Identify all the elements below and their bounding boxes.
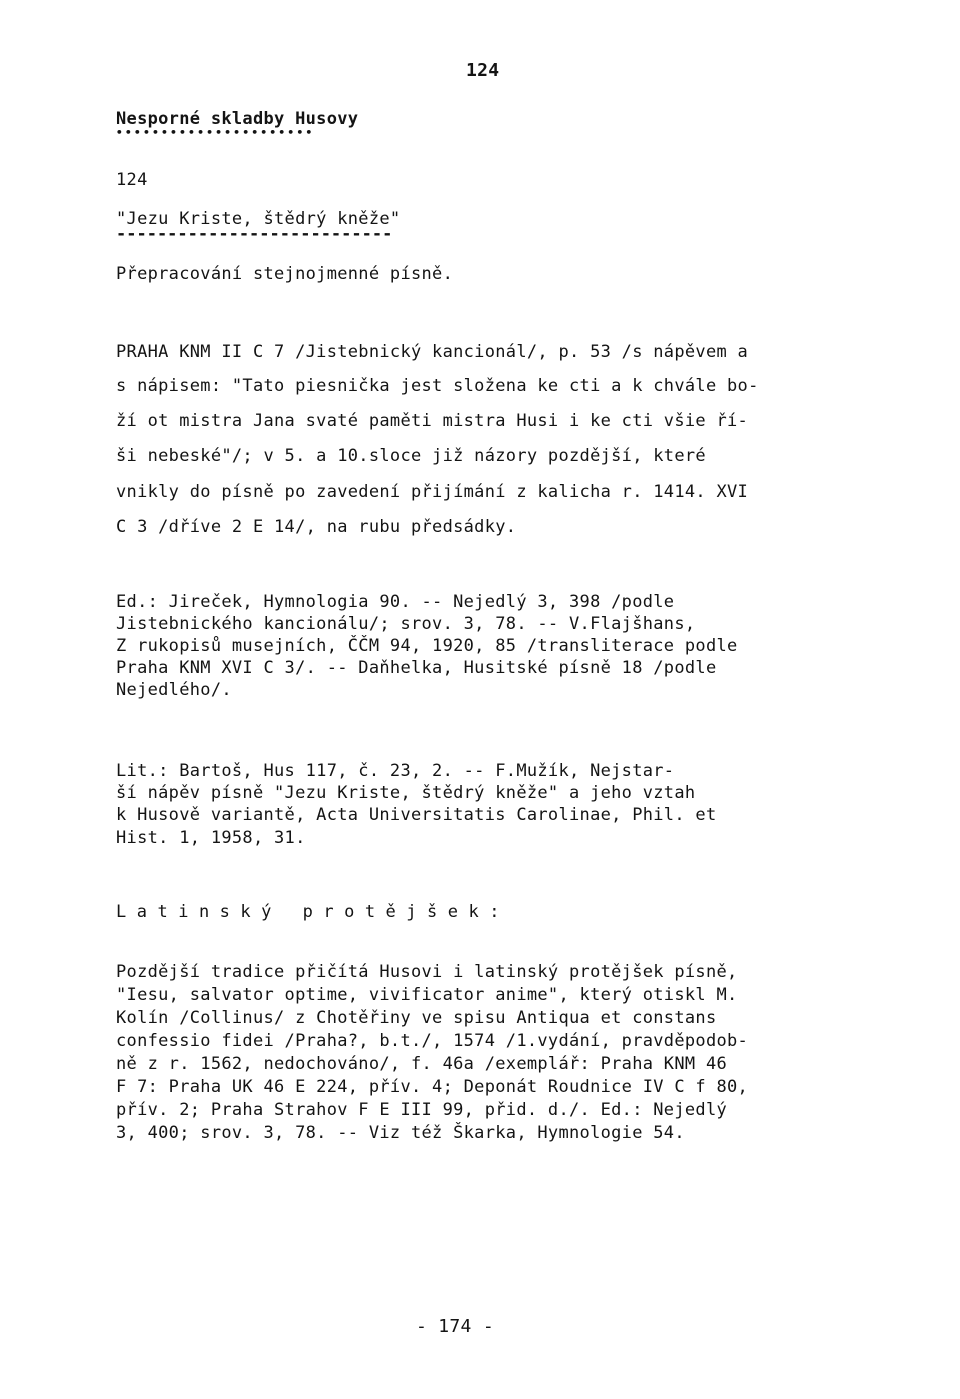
song-title-rule: --------------------------- (116, 224, 393, 244)
section-heading: Nesporné skladby Husovy (116, 109, 359, 129)
editions-line: Jistebnického kancionálu/; srov. 3, 78. -- V.Flajšhans, (116, 614, 696, 634)
editions-line: Z rukopisů musejních, ČČM 94, 1920, 85 /transliterace podle (116, 636, 738, 656)
song-title: "Jezu Kriste, štědrý kněže" (116, 209, 401, 229)
literature-line: k Husově variantě, Acta Universitatis Carolinae, Phil. et (116, 805, 717, 825)
literature-line: ší nápěv písně "Jezu Kriste, štědrý kněže" a jeho vztah (116, 783, 696, 803)
source-line: vnikly do písně po zavedení přijímání z kalicha r. 1414. XVI (116, 482, 749, 502)
literature-line: Lit.: Bartoš, Hus 117, č. 23, 2. -- F.Mužík, Nejstar- (116, 761, 675, 781)
source-line: PRAHA KNM II C 7 /Jistebnický kancionál/, p. 53 /s nápěvem a (116, 342, 749, 362)
literature-line: Hist. 1, 1958, 31. (116, 828, 306, 848)
source-line: ši nebeské"/; v 5. a 10.sloce již názory pozdější, které (116, 446, 706, 466)
section-heading-rule: •••••••••••••••••••••• (116, 126, 315, 139)
latin-heading: Latinský protějšek: (116, 902, 510, 922)
editions-line: Ed.: Jireček, Hymnologia 90. -- Nejedlý 3, 398 /podle (116, 592, 675, 612)
source-line: s nápisem: "Tato piesnička jest složena ke cti a k chvále bo- (116, 376, 759, 396)
latin-line: "Iesu, salvator optime, vivificator anime", který otiskl M. (116, 985, 738, 1005)
editions-line: Praha KNM XVI C 3/. -- Daňhelka, Husitské písně 18 /podle (116, 658, 717, 678)
intro-text: Přepracování stejnojmenné písně. (116, 264, 454, 284)
song-number: 124 (116, 170, 148, 190)
source-line: ží ot mistra Jana svaté paměti mistra Husi i ke cti všie ří- (116, 411, 749, 431)
source-line: C 3 /dříve 2 E 14/, na rubu předsádky. (116, 517, 517, 537)
latin-line: Kolín /Collinus/ z Chotěřiny ve spisu Antiqua et constans (116, 1008, 717, 1028)
latin-line: F 7: Praha UK 46 E 224, přív. 4; Deponát Roudnice IV C f 80, (116, 1077, 749, 1097)
latin-line: 3, 400; srov. 3, 78. -- Viz též Škarka, Hymnologie 54. (116, 1123, 685, 1143)
latin-line: confessio fidei /Praha?, b.t./, 1574 /1.vydání, pravděpodob- (116, 1031, 749, 1051)
page-number-bottom: - 174 - (416, 1316, 494, 1337)
latin-line: přív. 2; Praha Strahov F E III 99, přid. d./. Ed.: Nejedlý (116, 1100, 728, 1120)
latin-line: Pozdější tradice přičítá Husovi i latinský protějšek písně, (116, 962, 738, 982)
page-number-top: 124 (466, 60, 500, 81)
editions-line: Nejedlého/. (116, 680, 232, 700)
latin-line: ně z r. 1562, nedochováno/, f. 46a /exemplář: Praha KNM 46 (116, 1054, 728, 1074)
